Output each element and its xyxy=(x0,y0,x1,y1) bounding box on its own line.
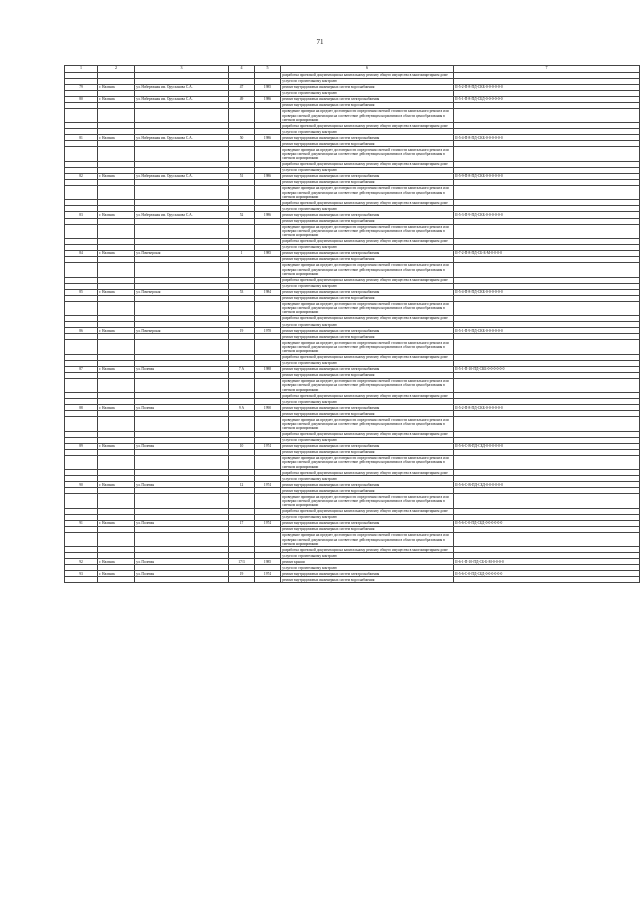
table-row xyxy=(65,147,640,161)
street-cell xyxy=(135,340,229,354)
column-number: 5 xyxy=(255,66,281,73)
row-number-cell: 82 xyxy=(65,173,98,179)
house-number-cell: 19 xyxy=(229,571,255,577)
table-header xyxy=(65,66,640,73)
street-cell xyxy=(135,577,229,583)
work-type-cell: ремонт внутридомовых инженерных систем водоснабжения xyxy=(281,372,454,378)
house-number-cell xyxy=(229,263,255,277)
work-type-cell: разработка проектной документации на капитальному ремонту общего имущества в многоквартирном доме xyxy=(281,123,454,129)
work-type-cell: ремонт внутридомовых инженерных систем электроснабжения xyxy=(281,173,454,179)
city-cell: г. Нальчик xyxy=(98,443,135,449)
work-type-cell: разработка проектной документации на капитальному ремонту общего имущества в многоквартирном доме xyxy=(281,200,454,206)
build-year-cell: 1985 xyxy=(255,84,281,90)
row-number-cell xyxy=(65,378,98,392)
build-year-cell xyxy=(255,340,281,354)
table-row xyxy=(65,108,640,122)
row-number-cell: 80 xyxy=(65,96,98,102)
work-type-cell: услуги по строительному контролю xyxy=(281,360,454,366)
house-number-cell: 47 xyxy=(229,84,255,90)
city-cell: г. Нальчик xyxy=(98,571,135,577)
street-cell: ул. Пачекерская xyxy=(135,289,229,295)
build-year-cell xyxy=(255,417,281,431)
row-number-cell xyxy=(65,108,98,122)
work-type-cell: ремонт внутридомовых инженерных систем водоснабжения xyxy=(281,102,454,108)
city-cell xyxy=(98,455,135,469)
table-row xyxy=(65,378,640,392)
row-number-cell: 93 xyxy=(65,571,98,577)
classification-code-cell xyxy=(454,494,640,508)
column-number: 3 xyxy=(135,66,229,73)
street-cell xyxy=(135,224,229,238)
house-number-cell xyxy=(229,185,255,199)
classification-code-cell xyxy=(454,455,640,469)
classification-code-cell xyxy=(454,417,640,431)
work-type-cell: ремонт внутридомовых инженерных систем водоснабжения xyxy=(281,334,454,340)
work-type-cell: проведение проверки на предмет достоверности определения сметной стоимости капитального ремонта или проверки сметной документации на соответствие действующим нормативам в области ценообразования в сметном нормировании xyxy=(281,301,454,315)
city-cell xyxy=(98,263,135,277)
work-type-cell: ремонт внутридомовых инженерных систем водоснабжения xyxy=(281,218,454,224)
page-number: 71 xyxy=(316,38,324,46)
classification-code-cell: II-5-6-С-В-ПД-СБД-0-0-0-0-0-0 xyxy=(454,443,640,449)
work-type-cell: проведение проверки на предмет достоверности определения сметной стоимости капитального ремонта или проверки сметной документации на соответствие действующим нормативам в области ценообразования в сметном нормировании xyxy=(281,378,454,392)
work-type-cell: ремонт внутридомовых инженерных систем электроснабжения xyxy=(281,443,454,449)
classification-code-cell xyxy=(454,301,640,315)
work-type-cell: проведение проверки на предмет достоверности определения сметной стоимости капитального ремонта или проверки сметной документации на соответствие действующим нормативам в области ценообразования в сметном нормировании xyxy=(281,494,454,508)
build-year-cell: 1986 xyxy=(255,96,281,102)
table-row xyxy=(65,301,640,315)
work-type-cell: услуги по строительному контролю xyxy=(281,514,454,520)
table-row xyxy=(65,417,640,431)
city-cell: г. Нальчик xyxy=(98,482,135,488)
work-type-cell: ремонт внутридомовых инженерных систем электроснабжения xyxy=(281,328,454,334)
house-number-cell xyxy=(229,417,255,431)
build-year-cell: 1985 xyxy=(255,251,281,257)
city-cell xyxy=(98,185,135,199)
build-year-cell xyxy=(255,577,281,583)
classification-code-cell xyxy=(454,263,640,277)
build-year-cell: 1990 xyxy=(255,405,281,411)
work-type-cell: ремонт внутридомовых инженерных систем электроснабжения xyxy=(281,212,454,218)
classification-code-cell xyxy=(454,224,640,238)
house-number-cell: 12 xyxy=(229,482,255,488)
work-type-cell: услуги по строительному контролю xyxy=(281,283,454,289)
table-row xyxy=(65,532,640,546)
work-type-cell: ремонт внутридомовых инженерных систем электроснабжения xyxy=(281,289,454,295)
house-number-cell: 53 xyxy=(229,289,255,295)
build-year-cell xyxy=(255,224,281,238)
work-type-cell: разработка проектной документации на капитальному ремонту общего имущества в многоквартирном доме xyxy=(281,239,454,245)
house-number-cell xyxy=(229,301,255,315)
row-number-cell xyxy=(65,263,98,277)
row-number-cell xyxy=(65,224,98,238)
city-cell xyxy=(98,301,135,315)
work-type-cell: ремонт внутридомовых инженерных систем водоснабжения xyxy=(281,84,454,90)
house-number-cell: 10 xyxy=(229,443,255,449)
row-number-cell xyxy=(65,455,98,469)
street-cell xyxy=(135,378,229,392)
house-number-cell xyxy=(229,340,255,354)
city-cell xyxy=(98,417,135,431)
house-number-cell: 17 xyxy=(229,520,255,526)
street-cell: ул. Полевая xyxy=(135,443,229,449)
row-number-cell: 91 xyxy=(65,520,98,526)
city-cell xyxy=(98,494,135,508)
classification-code-cell: II-5-6-С-0-ПД-СБД-0-0-0-0-0-0 xyxy=(454,571,640,577)
column-number: 6 xyxy=(281,66,454,73)
work-type-cell: проведение проверки на предмет достоверности определения сметной стоимости капитального ремонта или проверки сметной документации на соответствие действующим нормативам в области ценообразования в сметном нормировании xyxy=(281,263,454,277)
work-type-cell: разработка проектной документации на капитальному ремонту общего имущества в многоквартирном доме xyxy=(281,316,454,322)
build-year-cell xyxy=(255,301,281,315)
work-type-cell: услуги по строительному контролю xyxy=(281,78,454,84)
column-number: 4 xyxy=(229,66,255,73)
work-type-cell: ремонт внутридомовых инженерных систем водоснабжения xyxy=(281,295,454,301)
city-cell: г. Нальчик xyxy=(98,405,135,411)
city-cell xyxy=(98,108,135,122)
classification-code-cell: II-5-2-П-8-ПД-СКБ-0-0-0-0-0-0 xyxy=(454,405,640,411)
work-type-cell: разработка проектной документации на капитальному ремонту общего имущества в многоквартирном доме xyxy=(281,161,454,167)
city-cell xyxy=(98,340,135,354)
repair-program-table xyxy=(64,65,640,583)
work-type-cell: ремонт внутридомовых инженерных систем водоснабжения xyxy=(281,526,454,532)
street-cell: ул. Пачекерская xyxy=(135,328,229,334)
table-body xyxy=(65,72,640,583)
work-type-cell: проведение проверки на предмет достоверности определения сметной стоимости капитального ремонта или проверки сметной документации на соответствие действующим нормативам в области ценообразования в сметном нормировании xyxy=(281,340,454,354)
work-type-cell: проведение проверки на предмет достоверности определения сметной стоимости капитального ремонта или проверки сметной документации на соответствие действующим нормативам в области ценообразования в сметном нормировании xyxy=(281,417,454,431)
row-number-cell: 89 xyxy=(65,443,98,449)
row-number-cell: 84 xyxy=(65,251,98,257)
street-cell xyxy=(135,455,229,469)
build-year-cell: 1974 xyxy=(255,571,281,577)
house-number-cell xyxy=(229,108,255,122)
work-type-cell: ремонт внутридомовых инженерных систем электроснабжения xyxy=(281,520,454,526)
work-type-cell: проведение проверки на предмет достоверности определения сметной стоимости капитального ремонта или проверки сметной документации на соответствие действующим нормативам в области ценообразования в сметном нормировании xyxy=(281,224,454,238)
city-cell: г. Нальчик xyxy=(98,96,135,102)
row-number-cell: 86 xyxy=(65,328,98,334)
row-number-cell: 83 xyxy=(65,212,98,218)
build-year-cell: 1974 xyxy=(255,482,281,488)
row-number-cell xyxy=(65,417,98,431)
classification-code-cell: II-5-6-С-0-ПД-СБД-0-0-0-0-0-0 xyxy=(454,520,640,526)
row-number-cell: 88 xyxy=(65,405,98,411)
column-number: 1 xyxy=(65,66,98,73)
build-year-cell: 1986 xyxy=(255,212,281,218)
build-year-cell: 1978 xyxy=(255,328,281,334)
work-type-cell: ремонт крыши xyxy=(281,559,454,565)
row-number-cell xyxy=(65,532,98,546)
work-type-cell: ремонт внутридомовых инженерных систем водоснабжения xyxy=(281,449,454,455)
classification-code-cell xyxy=(454,108,640,122)
street-cell xyxy=(135,147,229,161)
street-cell xyxy=(135,417,229,431)
work-type-cell: ремонт внутридомовых инженерных систем электроснабжения xyxy=(281,96,454,102)
city-cell xyxy=(98,378,135,392)
classification-code-cell: II-5-1-П-9-ПД-СКБ-0-0-0-0-0-0 xyxy=(454,328,640,334)
house-number-cell xyxy=(229,577,255,583)
house-number-cell: 50 xyxy=(229,135,255,141)
work-type-cell: ремонт внутридомовых инженерных систем электроснабжения xyxy=(281,482,454,488)
city-cell xyxy=(98,532,135,546)
work-type-cell: услуги по строительному контролю xyxy=(281,565,454,571)
street-cell xyxy=(135,532,229,546)
street-cell xyxy=(135,185,229,199)
column-number: 7 xyxy=(454,66,640,73)
street-cell xyxy=(135,263,229,277)
build-year-cell xyxy=(255,263,281,277)
classification-code-cell: II-5-1-П-10-ПД-СКБ-0-0-0-0-0-0 xyxy=(454,366,640,372)
work-type-cell: ремонт внутридомовых инженерных систем электроснабжения xyxy=(281,251,454,257)
street-cell: ул. Набережная им. Орусханова С.А. xyxy=(135,96,229,102)
build-year-cell: 1988 xyxy=(255,366,281,372)
classification-code-cell xyxy=(454,147,640,161)
city-cell: г. Нальчик xyxy=(98,173,135,179)
work-type-cell: ремонт внутридомовых инженерных систем водоснабжения xyxy=(281,257,454,263)
work-type-cell: ремонт внутридомовых инженерных систем электроснабжения xyxy=(281,571,454,577)
work-type-cell: разработка проектной документации на капитальному ремонту общего имущества в многоквартирном доме xyxy=(281,277,454,283)
column-number: 2 xyxy=(98,66,135,73)
build-year-cell xyxy=(255,378,281,392)
city-cell: г. Нальчик xyxy=(98,212,135,218)
house-number-cell: 19 xyxy=(229,328,255,334)
work-type-cell: услуги по строительному контролю xyxy=(281,129,454,135)
city-cell xyxy=(98,224,135,238)
work-type-cell: услуги по строительному контролю xyxy=(281,553,454,559)
street-cell: ул. Полевая xyxy=(135,571,229,577)
classification-code-cell xyxy=(454,577,640,583)
house-number-cell: 9 А xyxy=(229,405,255,411)
classification-code-cell: II-5-4-П-8-ПД-СКБ-0-0-0-0-0-0 xyxy=(454,289,640,295)
row-number-cell: 87 xyxy=(65,366,98,372)
city-cell: г. Нальчик xyxy=(98,366,135,372)
work-type-cell: разработка проектной документации на капитальному ремонту общего имущества в многоквартирном доме xyxy=(281,354,454,360)
table-row xyxy=(65,577,640,583)
work-type-cell: проведение проверки на предмет достоверности определения сметной стоимости капитального ремонта или проверки сметной документации на соответствие действующим нормативам в области ценообразования в сметном нормировании xyxy=(281,185,454,199)
work-type-cell: разработка проектной документации на капитальному ремонту общего имущества в многоквартирном доме xyxy=(281,547,454,553)
house-number-cell xyxy=(229,147,255,161)
work-type-cell: ремонт внутридомовых инженерных систем водоснабжения xyxy=(281,488,454,494)
table-row xyxy=(65,224,640,238)
build-year-cell: 1974 xyxy=(255,520,281,526)
build-year-cell xyxy=(255,455,281,469)
classification-code-cell: II-5-2-П-8-ПД-СКБ-0-0-0-0-0-0 xyxy=(454,84,640,90)
build-year-cell: 1986 xyxy=(255,135,281,141)
row-number-cell: 79 xyxy=(65,84,98,90)
classification-code-cell: II-5-6-С-В-ПД-СБД-0-0-0-0-0-0 xyxy=(454,482,640,488)
city-cell: г. Нальчик xyxy=(98,251,135,257)
build-year-cell xyxy=(255,185,281,199)
row-number-cell: 81 xyxy=(65,135,98,141)
classification-code-cell: II-5-9-П-8-ПД-СКБ-0-0-0-0-0-0 xyxy=(454,173,640,179)
classification-code-cell: II-5-3-П-9-ПД-СКБ-0-0-0-0-0-0 xyxy=(454,212,640,218)
work-type-cell: услуги по строительному контролю xyxy=(281,90,454,96)
work-type-cell: ремонт внутридомовых инженерных систем водоснабжения xyxy=(281,577,454,583)
work-type-cell: услуги по строительному контролю xyxy=(281,476,454,482)
work-type-cell: ремонт внутридомовых инженерных систем электроснабжения xyxy=(281,405,454,411)
table-row xyxy=(65,340,640,354)
build-year-cell: 1986 xyxy=(255,173,281,179)
street-cell xyxy=(135,108,229,122)
work-type-cell: услуги по строительному контролю xyxy=(281,206,454,212)
row-number-cell xyxy=(65,301,98,315)
street-cell: ул. Набережная им. Орусханова С.А. xyxy=(135,212,229,218)
work-type-cell: ремонт внутридомовых инженерных систем электроснабжения xyxy=(281,366,454,372)
work-type-cell: услуги по строительному контролю xyxy=(281,322,454,328)
work-type-cell: услуги по строительному контролю xyxy=(281,245,454,251)
work-type-cell: разработка проектной документации на капитальному ремонту общего имущества в многоквартирном доме xyxy=(281,431,454,437)
classification-code-cell xyxy=(454,185,640,199)
row-number-cell xyxy=(65,577,98,583)
work-type-cell: услуги по строительному контролю xyxy=(281,437,454,443)
city-cell: г. Нальчик xyxy=(98,289,135,295)
house-number-cell xyxy=(229,455,255,469)
row-number-cell: 92 xyxy=(65,559,98,565)
work-type-cell: разработка проектной документации на капитальному ремонту общего имущества в многоквартирном доме xyxy=(281,508,454,514)
work-type-cell: ремонт внутридомовых инженерных систем водоснабжения xyxy=(281,411,454,417)
row-number-cell xyxy=(65,185,98,199)
street-cell: ул. Полевая xyxy=(135,366,229,372)
row-number-cell: 85 xyxy=(65,289,98,295)
build-year-cell xyxy=(255,147,281,161)
row-number-cell xyxy=(65,494,98,508)
house-number-cell xyxy=(229,532,255,546)
table-row xyxy=(65,185,640,199)
street-cell: ул. Набережная им. Орусханова С.А. xyxy=(135,135,229,141)
work-type-cell: разработка проектной документации на капитальному ремонту общего имущества в многоквартирном доме xyxy=(281,470,454,476)
work-type-cell: разработка проектной документации на капитальному ремонту общего имущества в многоквартирном доме xyxy=(281,393,454,399)
work-type-cell: услуги по строительному контролю xyxy=(281,167,454,173)
street-cell xyxy=(135,301,229,315)
house-number-cell: 7 А xyxy=(229,366,255,372)
build-year-cell xyxy=(255,108,281,122)
build-year-cell xyxy=(255,494,281,508)
work-type-cell: ремонт внутридомовых инженерных систем электроснабжения xyxy=(281,135,454,141)
city-cell xyxy=(98,147,135,161)
classification-code-cell xyxy=(454,532,640,546)
city-cell: г. Нальчик xyxy=(98,520,135,526)
classification-code-cell: II-5-4-П-8-ПД-СКБ-0-0-0-0-0-0 xyxy=(454,135,640,141)
city-cell: г. Нальчик xyxy=(98,328,135,334)
column-number-row xyxy=(65,66,640,73)
street-cell: ул. Полевая xyxy=(135,559,229,565)
work-type-cell: ремонт внутридомовых инженерных систем водоснабжения xyxy=(281,141,454,147)
build-year-cell: 1974 xyxy=(255,443,281,449)
city-cell: г. Нальчик xyxy=(98,135,135,141)
street-cell: ул. Набережная им. Орусханова С.А. xyxy=(135,84,229,90)
house-number-cell: 51 xyxy=(229,173,255,179)
work-type-cell: проведение проверки на предмет достоверности определения сметной стоимости капитального ремонта или проверки сметной документации на соответствие действующим нормативам в области ценообразования в сметном нормировании xyxy=(281,455,454,469)
house-number-cell xyxy=(229,378,255,392)
table-row xyxy=(65,455,640,469)
street-cell xyxy=(135,494,229,508)
table-row xyxy=(65,263,640,277)
build-year-cell: 1984 xyxy=(255,289,281,295)
work-type-cell: услуги по строительному контролю xyxy=(281,399,454,405)
row-number-cell: 90 xyxy=(65,482,98,488)
house-number-cell: 52 xyxy=(229,212,255,218)
classification-code-cell: II-6-1-П-10-ПД-СБ-Б-М-0-0-0-0 xyxy=(454,559,640,565)
city-cell xyxy=(98,577,135,583)
row-number-cell xyxy=(65,147,98,161)
street-cell: ул. Полевая xyxy=(135,405,229,411)
build-year-cell: 1985 xyxy=(255,559,281,565)
house-number-cell: 49 xyxy=(229,96,255,102)
work-type-cell: ремонт внутридомовых инженерных систем водоснабжения xyxy=(281,179,454,185)
classification-code-cell: II-7-2-П-8-ПД-СБ-Б-М-0-0-0-0 xyxy=(454,251,640,257)
classification-code-cell: II-5-1-П-8-ПД-СБД-0-0-0-0-0-0 xyxy=(454,96,640,102)
work-type-cell: проведение проверки на предмет достоверности определения сметной стоимости капитального ремонта или проверки сметной документации на соответствие действующим нормативам в области ценообразования в сметном нормировании xyxy=(281,532,454,546)
house-number-cell: 17/3 xyxy=(229,559,255,565)
house-number-cell xyxy=(229,224,255,238)
work-type-cell: разработка проектной документации на капитальному ремонту общего имущества в многоквартирном доме xyxy=(281,72,454,78)
build-year-cell xyxy=(255,532,281,546)
street-cell: ул. Набережная им. Орусханова С.А. xyxy=(135,173,229,179)
table-row xyxy=(65,494,640,508)
street-cell: ул. Пачекерская xyxy=(135,251,229,257)
street-cell: ул. Полевая xyxy=(135,520,229,526)
work-type-cell: проведение проверки на предмет достоверности определения сметной стоимости капитального ремонта или проверки сметной документации на соответствие действующим нормативам в области ценообразования в сметном нормировании xyxy=(281,108,454,122)
classification-code-cell xyxy=(454,340,640,354)
row-number-cell xyxy=(65,340,98,354)
city-cell: г. Нальчик xyxy=(98,84,135,90)
city-cell: г. Нальчик xyxy=(98,559,135,565)
work-type-cell: проведение проверки на предмет достоверности определения сметной стоимости капитального ремонта или проверки сметной документации на соответствие действующим нормативам в области ценообразования в сметном нормировании xyxy=(281,147,454,161)
house-number-cell: 1 xyxy=(229,251,255,257)
house-number-cell xyxy=(229,494,255,508)
street-cell: ул. Полевая xyxy=(135,482,229,488)
classification-code-cell xyxy=(454,378,640,392)
